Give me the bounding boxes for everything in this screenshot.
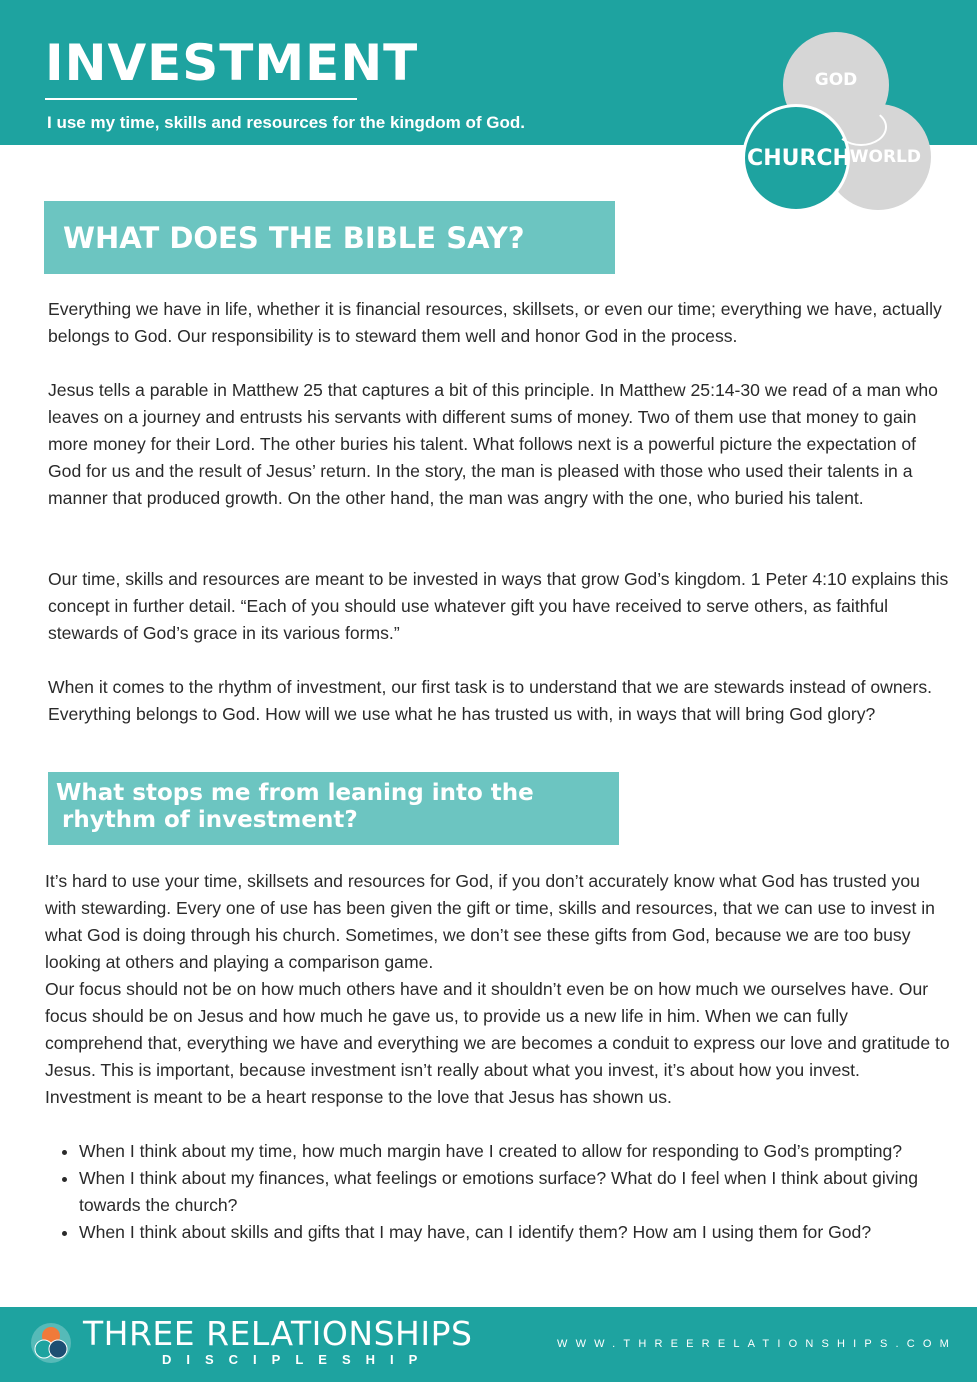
footer-brand: THREE RELATIONSHIPS [83,1314,473,1353]
venn-label-god: GOD [814,70,858,90]
logo-icon [29,1321,73,1365]
paragraph-5: It’s hard to use your time, skillsets and resources for God, if you don’t accurately know what God has trusted you with stewarding. Every one of use has been given the gift or time, skills and resources, that we can use to invest in what God is doing through his church. Sometimes, we don’t see these gifts from God, because we are too busy looking at others and playing a comparison game. [45,871,935,972]
paragraph-1: Everything we have in life, whether it is financial resources, skillsets, or even our time; everything we have, actually belongs to God. Our responsibility is to steward them well and honor God in the process. [48,299,942,346]
page-tagline: I use my time, skills and resources for the kingdom of God. [47,113,526,132]
venn-circle-church [742,104,850,212]
reflection-questions [58,1138,959,1246]
venn-overlap-line [835,108,887,146]
venn-diagram [740,30,940,220]
question-item: • When I think about my finances, what feelings or emotions surface? What do I feel when I think about giving towards the church? [79,1165,959,1219]
footer-website: WWW.THREERELATIONSHIPS.COM [557,1338,958,1350]
paragraph-4: When it comes to the rhythm of investment, our first task is to understand that we are stewards instead of owners. Everything belongs to God. How will we use what he has trusted us with, in ways that will bring God glory? [48,677,932,724]
question-item: • When I think about skills and gifts that I may have, can I identify them? How am I using them for God? [79,1219,959,1246]
paragraph-6: Our focus should not be on how much others have and it shouldn’t even be on how much we ourselves have. Our focus should be on Jesus and how much he gave us, to provide us a new life in him. When we can fully comprehend that, everything we have and everything we are becomes a conduit to express our love and gratitude to Jesus. This is important, because investment isn’t really about what you invest, it’s about how you invest. Investment is meant to be a heart response to the love that Jesus has shown us. [45,979,950,1107]
section-heading-bible: WHAT DOES THE BIBLE SAY? [44,201,615,274]
page-footer [0,1307,977,1382]
footer-brand-sub: DISCIPLESHIP [162,1352,433,1367]
venn-label-church: CHURCH [747,145,851,171]
question-item: • When I think about my time, how much margin have I created to allow for responding to God’s prompting? [79,1138,959,1165]
venn-label-world: WORLD [849,147,921,167]
section-heading-line-2: rhythm of investment? [62,807,358,833]
paragraph-2: Jesus tells a parable in Matthew 25 that captures a bit of this principle. In Matthew 25:14-30 we read of a man who leaves on a journey and entrusts his servants with different sums of money. Two of them use that money to gain more money for their Lord. The other buries his talent. What follows next is a powerful picture the expectation of God for us and the result of Jesus’ return. In the story, the man is pleased with those who used their talents in a manner that produced growth. On the other hand, the man was angry with the one, who buried his talent. [48,380,938,508]
section-heading-line-1: What stops me from leaning into the [56,780,534,806]
page-title: INVESTMENT [45,34,419,92]
title-underline [45,98,357,100]
section-heading-obstacles [48,772,619,845]
paragraph-3: Our time, skills and resources are meant to be invested in ways that grow God’s kingdom. 1 Peter 4:10 explains this concept in further detail. “Each of you should use whatever gift you have received to serve others, as faithful stewards of God’s grace in its various forms.” [48,569,949,643]
